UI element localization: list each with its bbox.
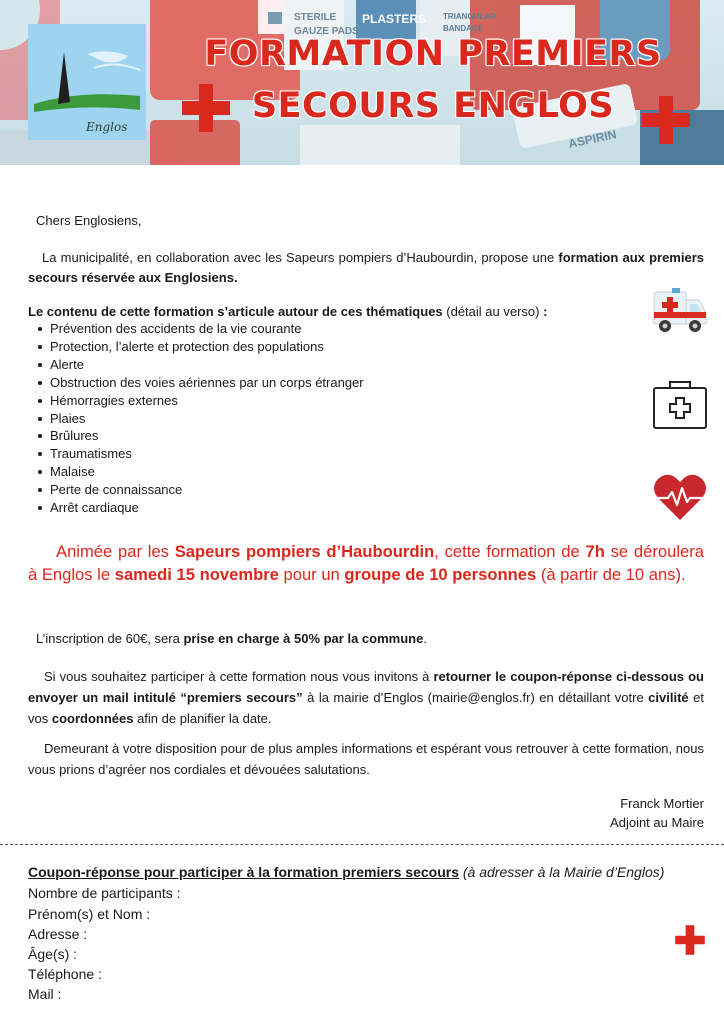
ambulance-icon bbox=[650, 288, 708, 334]
list-item: Brûlures bbox=[36, 427, 364, 445]
list-item: Alerte bbox=[36, 356, 364, 374]
intro-text: La municipalité, en collaboration avec les Sapeurs pompiers d’Haubourdin, propose une bbox=[42, 250, 559, 265]
list-item: Obstruction des voies aériennes par un corps étranger bbox=[36, 374, 364, 392]
fee-paragraph bbox=[36, 629, 427, 649]
contents-heading bbox=[28, 302, 547, 322]
list-item: Perte de connaissance bbox=[36, 481, 364, 499]
list-item: Plaies bbox=[36, 410, 364, 428]
label-plasters: PLASTERS bbox=[362, 12, 427, 26]
invite-civility: civilité bbox=[648, 690, 689, 705]
field-name: Prénom(s) et Nom : bbox=[28, 906, 151, 922]
cut-line bbox=[0, 844, 724, 845]
invite-t2: à la mairie d’Englos (mairie@englos.fr) en détaillant votre bbox=[302, 690, 649, 705]
label-triangular: TRIANGULAR bbox=[443, 12, 496, 21]
contents-heading-bold: Le contenu de cette formation s’articule autour de ces thématiques bbox=[28, 304, 443, 319]
announcement-paragraph bbox=[28, 540, 704, 586]
list-item: Traumatismes bbox=[36, 445, 364, 463]
page-title bbox=[150, 28, 716, 132]
announce-date: samedi 15 novembre bbox=[114, 565, 279, 584]
fee-end: . bbox=[423, 631, 427, 646]
coupon-title-text: Coupon-réponse pour participer à la formation premiers secours bbox=[28, 864, 459, 880]
coupon-title bbox=[28, 862, 664, 882]
invite-action: retourner le coupon-réponse ci-dessous ou envoyer un mail intitulé “premiers secours” bbox=[28, 669, 704, 705]
field-mail: Mail : bbox=[28, 986, 62, 1002]
englos-logo bbox=[28, 24, 146, 140]
signature-name: Franck Mortier bbox=[620, 796, 704, 811]
topics-list bbox=[36, 320, 364, 517]
first-aid-kit-icon bbox=[652, 378, 708, 430]
header-banner bbox=[0, 0, 724, 165]
field-participants: Nombre de participants : bbox=[28, 885, 181, 901]
label-aspirin: ASPIRIN bbox=[567, 127, 618, 151]
invite-t4: afin de planifier la date. bbox=[133, 711, 272, 726]
field-phone: Téléphone : bbox=[28, 966, 102, 982]
red-cross-icon bbox=[640, 94, 692, 146]
greeting: Chers Englosiens, bbox=[36, 213, 142, 228]
announce-t1: Animée par les bbox=[56, 542, 175, 561]
intro-paragraph bbox=[28, 248, 704, 288]
logo-text: Englos bbox=[86, 120, 128, 134]
list-item: Arrêt cardiaque bbox=[36, 499, 364, 517]
contents-heading-note: (détail au verso) bbox=[442, 304, 544, 319]
label-sterile: STERILE bbox=[294, 12, 337, 23]
invite-contact: coordonnées bbox=[51, 711, 134, 726]
announce-t4: pour un bbox=[278, 565, 345, 584]
title-line-1: FORMATION PREMIERS bbox=[204, 34, 662, 74]
field-address: Adresse : bbox=[28, 926, 88, 942]
list-item: Hémorragies externes bbox=[36, 392, 364, 410]
label-gauze: GAUZE PADS bbox=[294, 26, 359, 37]
red-cross-icon bbox=[180, 82, 232, 134]
title-line-2: SECOURS ENGLOS bbox=[251, 86, 615, 126]
list-item: Prévention des accidents de la vie courante bbox=[36, 320, 364, 338]
signature-title: Adjoint au Maire bbox=[610, 815, 704, 830]
list-item: Malaise bbox=[36, 463, 364, 481]
list-item: Protection, l’alerte et protection des populations bbox=[36, 338, 364, 356]
fee-bold: prise en charge à 50% par la commune bbox=[183, 631, 424, 646]
announce-firefighters: Sapeurs pompiers d’Haubourdin bbox=[174, 542, 435, 561]
red-cross-icon bbox=[674, 924, 706, 956]
coupon-note: (à adresser à la Mairie d’Englos) bbox=[458, 864, 665, 880]
contents-heading-colon: : bbox=[543, 304, 548, 319]
heart-pulse-icon bbox=[652, 472, 708, 522]
announce-duration: 7h bbox=[585, 542, 605, 561]
invite-t1: Si vous souhaitez participer à cette formation nous vous invitons à bbox=[44, 669, 434, 684]
invite-paragraph bbox=[28, 666, 704, 729]
field-ages: Âge(s) : bbox=[28, 946, 78, 962]
intro-bold: formation aux premiers secours réservée aux Englosiens. bbox=[28, 250, 704, 285]
invite-t3: et vos bbox=[28, 690, 704, 726]
announce-t5: (à partir de 10 ans). bbox=[536, 565, 686, 584]
label-bandage: BANDAGE bbox=[443, 24, 484, 33]
closing-paragraph: Demeurant à votre disposition pour de plus amples informations et espérant vous retrouver à cette formation, nous vous prions d’agréer nos cordiales et dévouées salutations. bbox=[28, 741, 704, 777]
announce-group: groupe de 10 personnes bbox=[344, 565, 537, 584]
announce-t3: se déroulera à Englos le bbox=[28, 542, 704, 584]
fee-text: L’inscription de 60€, sera bbox=[36, 631, 184, 646]
announce-t2: , cette formation de bbox=[434, 542, 586, 561]
